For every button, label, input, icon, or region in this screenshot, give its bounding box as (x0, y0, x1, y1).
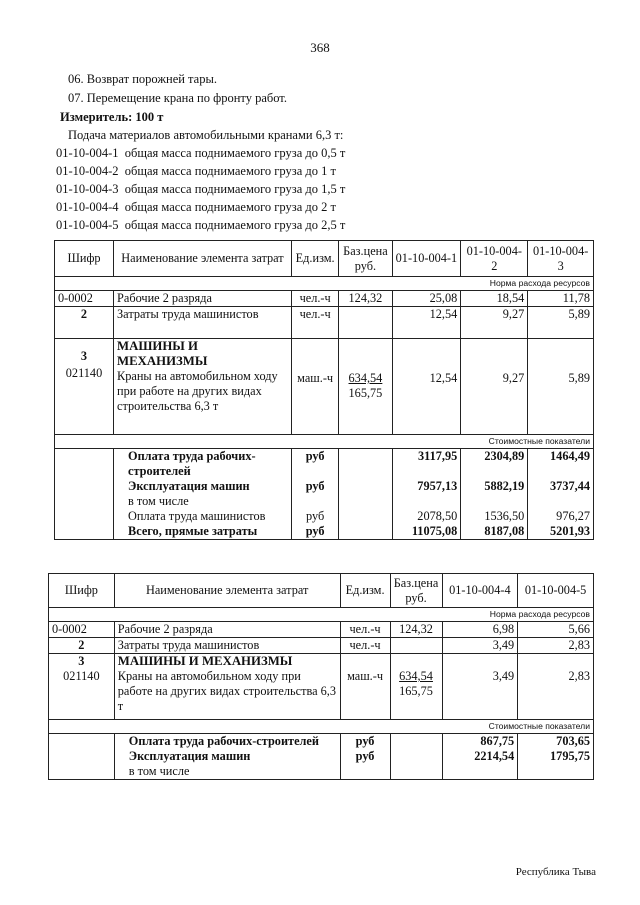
cell-value: 11,78 (528, 291, 594, 307)
cell-value: 6,98 (442, 622, 518, 638)
norm-label: Норма расхода ресурсов (49, 608, 594, 622)
cell-value: 18,54 (461, 291, 528, 307)
total-name: в том числе (114, 764, 340, 780)
header-unit: Ед.изм. (291, 241, 338, 277)
cell-unit: маш.-ч (297, 371, 334, 385)
cost-label-row (49, 720, 594, 734)
total-value: 3117,95 (392, 449, 461, 480)
list-item: 01-10-004-5 общая масса поднимаемого груза до 2,5 т (56, 218, 346, 232)
cell-code: 0-0002 (49, 622, 115, 638)
cost-label: Стоимостные показатели (49, 720, 594, 734)
total-unit: руб (291, 524, 338, 540)
total-name: Эксплуатация машин (114, 749, 340, 764)
list-item: 01-10-004-4 общая масса поднимаемого груза до 2 т (56, 200, 336, 214)
total-unit: руб (291, 509, 338, 524)
cell-value: 9,27 (502, 371, 525, 385)
list-item: 01-10-004-2 общая масса поднимаемого груза до 1 т (56, 164, 336, 178)
machines-title: МАШИНЫ И МЕХАНИЗМЫ (117, 654, 293, 668)
header-col-5: 01-10-004-5 (518, 574, 594, 608)
total-value: 867,75 (442, 734, 518, 750)
total-row (55, 449, 594, 480)
resource-table-1 (54, 240, 594, 540)
total-row (49, 764, 594, 780)
cell-unit: маш.-ч (347, 669, 384, 683)
cell-value: 5,89 (528, 307, 594, 339)
total-row (49, 734, 594, 750)
list-item: 01-10-004-3 общая масса поднимаемого груза до 1,5 т (56, 182, 346, 196)
cell-code (49, 654, 115, 720)
cell-price: 124,32 (339, 291, 392, 307)
total-row (55, 509, 594, 524)
total-name: Всего, прямые затраты (114, 524, 292, 540)
cell-name: Рабочие 2 разряда (114, 622, 340, 638)
cell-name: Рабочие 2 разряда (114, 291, 292, 307)
page-number: 368 (310, 40, 330, 55)
header-price: Баз.цена руб. (390, 574, 442, 608)
table-row (55, 291, 594, 307)
cell-value: 2,83 (568, 669, 590, 683)
table-row (49, 638, 594, 654)
cell-value: 2,83 (518, 638, 594, 654)
machines-code: 3 (78, 654, 85, 668)
cell-price-2: 165,75 (399, 684, 433, 698)
header-name: Наименование элемента затрат (114, 241, 292, 277)
cell-unit: чел.-ч (291, 291, 338, 307)
cell-value: 9,27 (461, 307, 528, 339)
header-col-1: 01-10-004-1 (392, 241, 461, 277)
table-header-row (49, 574, 594, 608)
total-value: 2078,50 (392, 509, 461, 524)
total-row (55, 524, 594, 540)
total-value: 11075,08 (392, 524, 461, 540)
cell-value: 25,08 (392, 291, 461, 307)
cell-unit: чел.-ч (340, 638, 390, 654)
cell-value: 3,49 (442, 638, 518, 654)
table-header-row (55, 241, 594, 277)
header-price: Баз.цена руб. (339, 241, 392, 277)
machines-code: 3 (80, 349, 88, 363)
total-unit: руб (340, 749, 390, 764)
crane-name: Краны на автомобильном ходу при работе на других видах строительства 6,3 т (117, 669, 337, 713)
cell-price: 634,54 (348, 371, 383, 385)
measure-line: Измеритель: 100 т (60, 110, 164, 124)
table-row (49, 654, 594, 720)
table-row (49, 622, 594, 638)
total-value: 1464,49 (528, 449, 594, 480)
resource-table-2 (48, 573, 594, 780)
table-row (55, 307, 594, 339)
subtitle-line: Подача материалов автомобильными кранами 6,3 т: (68, 128, 344, 142)
total-unit: руб (291, 449, 338, 480)
cell-code: 2 (49, 638, 115, 654)
total-value: 3737,44 (528, 479, 594, 494)
machines-title: МАШИНЫ И МЕХАНИЗМЫ (117, 339, 208, 368)
cell-value: 12,54 (429, 371, 458, 385)
total-value: 2214,54 (442, 749, 518, 764)
total-name: Оплата труда машинистов (114, 509, 292, 524)
intro-line-1: 06. Возврат порожней тары. (68, 72, 217, 86)
table-row (55, 339, 594, 435)
total-value: 1536,50 (461, 509, 528, 524)
header-col-4: 01-10-004-4 (442, 574, 518, 608)
cell-unit: чел.-ч (340, 622, 390, 638)
norm-label: Норма расхода ресурсов (55, 277, 594, 291)
total-value: 976,27 (528, 509, 594, 524)
list-item: 01-10-004-1 общая масса поднимаемого груза до 0,5 т (56, 146, 346, 160)
total-value: 5882,19 (461, 479, 528, 494)
total-value: 2304,89 (461, 449, 528, 480)
cell-name: Затраты труда машинистов (114, 307, 292, 339)
cell-value: 3,49 (492, 669, 515, 683)
total-value: 8187,08 (461, 524, 528, 540)
total-value: 1795,75 (518, 749, 594, 764)
cell-name (114, 339, 292, 435)
crane-code: 021140 (65, 366, 103, 380)
total-value: 5201,93 (528, 524, 594, 540)
total-name: Оплата труда рабочих-строителей (114, 449, 292, 480)
cell-price-2: 165,75 (348, 386, 383, 400)
header-code: Шифр (49, 574, 115, 608)
cell-code (55, 339, 114, 435)
intro-line-2: 07. Перемещение крана по фронту работ. (68, 91, 287, 105)
cell-price: 634,54 (399, 669, 433, 683)
cell-name (114, 654, 340, 720)
header-col-3: 01-10-004-3 (528, 241, 594, 277)
total-name: Оплата труда рабочих-строителей (114, 734, 340, 750)
footer-region: Республика Тыва (515, 866, 596, 878)
cell-unit: чел.-ч (291, 307, 338, 339)
cell-code: 0-0002 (55, 291, 114, 307)
total-name: Эксплуатация машин (114, 479, 292, 494)
total-row (55, 494, 594, 509)
norm-label-row (55, 277, 594, 291)
crane-name: Краны на автомобильном ходу при работе на других видах строительства 6,3 т (117, 369, 278, 413)
cell-code: 2 (55, 307, 114, 339)
cost-label-row (55, 435, 594, 449)
total-name: в том числе (114, 494, 292, 509)
total-row (55, 479, 594, 494)
total-unit: руб (291, 479, 338, 494)
header-col-2: 01-10-004-2 (461, 241, 528, 277)
total-value: 7957,13 (392, 479, 461, 494)
cell-price: 124,32 (390, 622, 442, 638)
cost-label: Стоимостные показатели (55, 435, 594, 449)
cell-name: Затраты труда машинистов (114, 638, 340, 654)
total-value: 703,65 (518, 734, 594, 750)
cell-value: 5,66 (518, 622, 594, 638)
crane-code: 021140 (63, 669, 100, 683)
header-code: Шифр (55, 241, 114, 277)
norm-label-row (49, 608, 594, 622)
total-row (49, 749, 594, 764)
cell-value: 12,54 (392, 307, 461, 339)
total-unit: руб (340, 734, 390, 750)
header-name: Наименование элемента затрат (114, 574, 340, 608)
cell-value: 5,89 (568, 371, 590, 385)
header-unit: Ед.изм. (340, 574, 390, 608)
